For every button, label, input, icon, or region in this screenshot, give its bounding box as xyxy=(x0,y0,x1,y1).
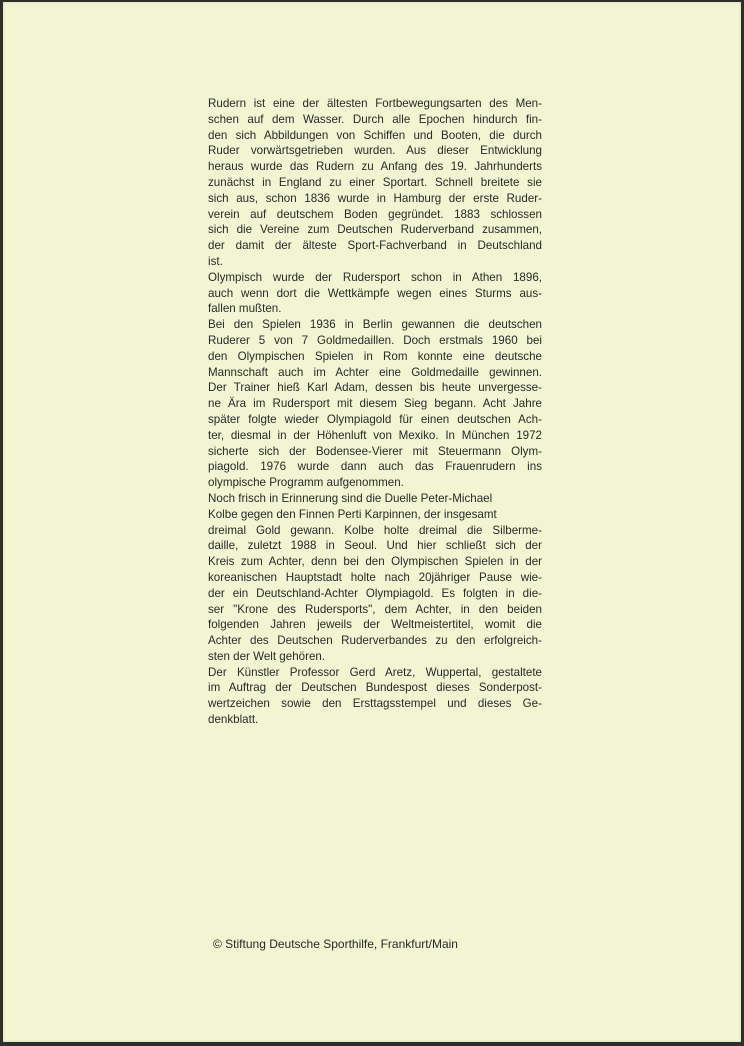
text-line: daille, zuletzt 1988 in Seoul. Und hier schließt sich der xyxy=(208,539,542,553)
text-line: Rudern ist eine der ältesten Fortbewegungsarten des Men- xyxy=(208,97,542,110)
text-line: Der Künstler Professor Gerd Aretz, Wuppertal, gestaltete xyxy=(208,665,542,679)
text-line: koreanischen Hauptstadt holte nach 20jähriger Pause wie- xyxy=(208,570,542,584)
text-line: schen auf dem Wasser. Durch alle Epochen hindurch fin- xyxy=(208,112,542,126)
text-line: Ruder vorwärtsgetrieben wurden. Aus dieser Entwicklung xyxy=(208,144,542,158)
text-line: im Auftrag der Deutschen Bundespost dieses Sonderpost- xyxy=(208,681,542,695)
text-line: der damit der älteste Sport-Fachverband in Deutschland xyxy=(208,239,542,253)
copyright-footer: © Stiftung Deutsche Sporthilfe, Frankfurt/Main xyxy=(213,937,458,951)
text-line: zunächst in England zu einer Sportart. Schnell breitete sie xyxy=(208,175,542,189)
text-line: den Olympischen Spielen in Rom konnte eine deutsche xyxy=(208,349,542,363)
text-line: Noch frisch in Erinnerung sind die Duelle Peter-Michael xyxy=(208,491,493,505)
text-line: sten der Welt gehören. xyxy=(208,649,326,663)
text-line: sich aus, schon 1836 wurde in Hamburg der erste Ruder- xyxy=(208,191,542,205)
text-line: später folgte wieder Olympiagold für einen deutschen Ach- xyxy=(208,412,542,426)
text-line: sicherte sich der Bodensee-Vierer mit Steuermann Olym- xyxy=(208,444,542,458)
text-line: sich die Vereine zum Deutschen Ruderverband zusammen, xyxy=(208,223,542,237)
text-line: ser "Krone des Rudersports", dem Achter, in den beiden xyxy=(208,602,542,616)
text-line: ist. xyxy=(208,254,223,268)
text-line: auch wenn dort die Wettkämpfe wegen eines Sturms aus- xyxy=(208,286,542,300)
text-line: Achter des Deutschen Ruderverbandes zu den erfolgreich- xyxy=(208,634,542,648)
text-line: Mannschaft auch im Achter eine Goldmedaille gewinnen. xyxy=(208,365,542,379)
text-line: dreimal Gold gewann. Kolbe holte dreimal die Silberme- xyxy=(208,523,542,537)
text-line: denkblatt. xyxy=(208,713,259,727)
text-line: Kreis zum Achter, denn bei den Olympischen Spielen in der xyxy=(208,555,542,569)
text-line: heraus wurde das Rudern zu Anfang des 19. Jahrhunderts xyxy=(208,160,542,174)
text-line: Bei den Spielen 1936 in Berlin gewannen die deutschen xyxy=(208,318,542,332)
body-text xyxy=(208,96,542,728)
text-line: den sich Abbildungen von Schiffen und Booten, die durch xyxy=(208,128,542,142)
text-line: wertzeichen sowie den Ersttagsstempel und dieses Ge- xyxy=(208,697,542,711)
text-line: Ruderer 5 von 7 Goldmedaillen. Doch erstmals 1960 bei xyxy=(208,333,542,347)
text-line: ne Ära im Rudersport mit diesem Sieg begann. Acht Jahre xyxy=(208,397,542,411)
text-line: der ein Deutschland-Achter Olympiagold. Es folgten in die- xyxy=(208,586,542,600)
text-line: ter, diesmal in der Höhenluft von Mexiko. In München 1972 xyxy=(208,428,542,442)
text-line: verein auf deutschem Boden gegründet. 1883 schlossen xyxy=(208,207,542,221)
text-line: fallen mußten. xyxy=(208,302,282,316)
text-line: olympische Programm aufgenommen. xyxy=(208,476,404,490)
text-line: Der Trainer hieß Karl Adam, dessen bis heute unvergesse- xyxy=(208,381,542,395)
text-line: Olympisch wurde der Rudersport schon in Athen 1896, xyxy=(208,270,542,284)
document-sheet xyxy=(3,2,741,1042)
text-line: piagold. 1976 wurde dann auch das Frauenrudern ins xyxy=(208,460,542,474)
text-line: Kolbe gegen den Finnen Perti Karpinnen, der insgesamt xyxy=(208,507,497,521)
text-line: folgenden Jahren jeweils der Weltmeistertitel, womit die xyxy=(208,618,542,632)
